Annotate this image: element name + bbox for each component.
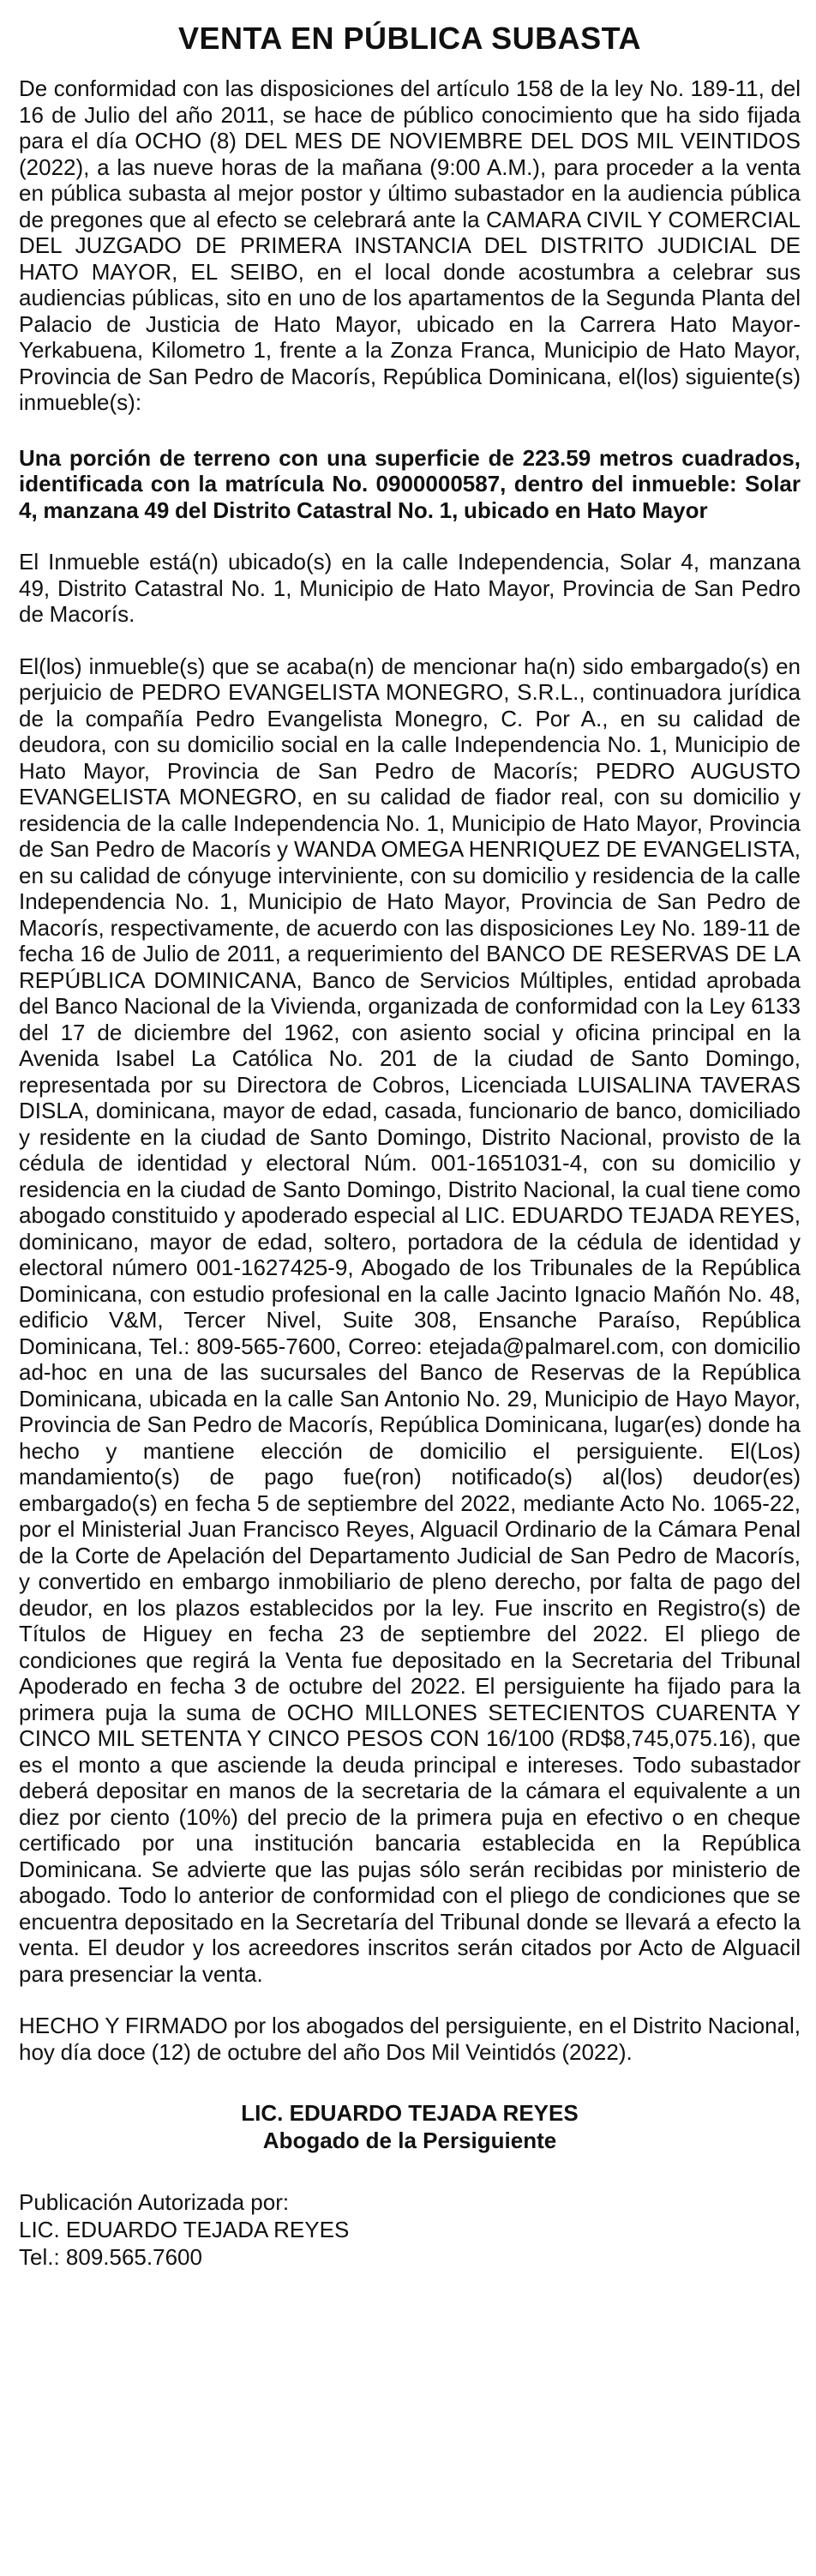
publication-footer [19, 2188, 801, 2271]
signature-block [19, 2099, 801, 2154]
intro-paragraph: De conformidad con las disposiciones del artículo 158 de la ley No. 189-11, del 16 de Julio del año 2011, se hace de público conocimiento que ha sido fijada para el día OCHO (8) DEL MES DE NOVIEMBRE DEL DOS MIL VEINTIDOS (2022), a las nueve horas de la mañana (9:00 A.M.), para proceder a la venta en pública subasta al mejor postor y último subastador en la audiencia pública de pregones que al efecto se celebrará ante la CAMARA CIVIL Y COMERCIAL DEL JUZGADO DE PRIMERA INSTANCIA DEL DISTRITO JUDICIAL DE HATO MAYOR, EL SEIBO, en el local donde acostumbra a celebrar sus audiencias públicas, sito en uno de los apartamentos de la Segunda Planta del Palacio de Justicia de Hato Mayor, ubicado en la Carrera Hato Mayor-Yerkabuena, Kilometro 1, frente a la Zonza Franca, Municipio de Hato Mayor, Provincia de San Pedro de Macorís, República Dominicana, el(los) siguiente(s) inmueble(s): [19, 75, 801, 415]
property-description-paragraph: Una porción de terreno con una superficie de 223.59 metros cuadrados, identificada con la matrícula No. 0900000587, dentro del inmueble: Solar 4, manzana 49 del Distrito Catastral No. 1, ubicado en Hato Mayor [19, 444, 801, 523]
footer-authorized-by: Publicación Autorizada por: [19, 2189, 290, 2215]
footer-phone: Tel.: 809.565.7600 [19, 2244, 202, 2270]
footer-lawyer-name: LIC. EDUARDO TEJADA REYES [19, 2217, 350, 2242]
notice-title: VENTA EN PÚBLICA SUBASTA [177, 21, 641, 56]
closing-paragraph: HECHO Y FIRMADO por los abogados del persiguiente, en el Distrito Nacional, hoy día doce (12) de octubre del año Dos Mil Veintidós (2022). [19, 2013, 801, 2065]
seizure-details-paragraph: El(los) inmueble(s) que se acaba(n) de mencionar ha(n) sido embargado(s) en perjuicio de PEDRO EVANGELISTA MONEGRO, S.R.L., continuadora jurídica de la compañía Pedro Evangelista Monegro, C. Por A., en su calidad de deudora, con su domicilio social en la calle Independencia No. 1, Municipio de Hato Mayor, Provincia de San Pedro de Macorís; PEDRO AUGUSTO EVANGELISTA MONEGRO, en su calidad de fiador real, con su domicilio y residencia de la calle Independencia No. 1, Municipio de Hato Mayor, Provincia de San Pedro de Macorís y WANDA OMEGA HENRIQUEZ DE EVANGELISTA, en su calidad de cónyuge interviniente, con su domicilio y residencia de la calle Independencia No. 1, Municipio de Hato Mayor, Provincia de San Pedro de Macorís, respectivamente, de acuerdo con las disposiciones Ley No. 189-11 de fecha 16 de Julio de 2011, a requerimiento del BANCO DE RESERVAS DE LA REPÚBLICA DOMINICANA, Banco de Servicios Múltiples, entidad aprobada del Banco Nacional de la Vivienda, organizada de conformidad con la Ley 6133 del 17 de diciembre del 1962, con asiento social y oficina principal en la Avenida Isabel La Católica No. 201 de la ciudad de Santo Domingo, representada por su Directora de Cobros, Licenciada LUISALINA TAVERAS DISLA, dominicana, mayor de edad, casada, funcionario de banco, domiciliado y residente en la ciudad de Santo Domingo, Distrito Nacional, provisto de la cédula de identidad y electoral Núm. 001-1651031-4, con su domicilio y residencia en la ciudad de Santo Domingo, Distrito Nacional, la cual tiene como abogado constituido y apoderado especial al LIC. EDUARDO TEJADA REYES, dominicano, mayor de edad, soltero, portadora de la cédula de identidad y electoral número 001-1627425-9, Abogado de los Tribunales de la República Dominicana, con estudio profesional en la calle Jacinto Ignacio Mañón No. 48, edificio V&M, Tercer Nivel, Suite 308, Ensanche Paraíso, República Dominicana, Tel.: 809-565-7600, Correo: etejada@palmarel.com, con domicilio ad-hoc en una de las sucursales del Banco de Reservas de la República Dominicana, ubicada en la calle San Antonio No. 29, Municipio de Hayo Mayor, Provincia de San Pedro de Macorís, República Dominicana, lugar(es) donde ha hecho y mantiene elección de domicilio el persiguiente. El(Los) mandamiento(s) de pago fue(ron) notificado(s) al(los) deudor(es) embargado(s) en fecha 5 de septiembre del 2022, mediante Acto No. 1065-22, por el Ministerial Juan Francisco Reyes, Alguacil Ordinario de la Cámara Penal de la Corte de Apelación del Departamento Judicial de San Pedro de Macorís, y convertido en embargo inmobiliario de pleno derecho, por falta de pago del deudor, en los plazos establecidos por la ley. Fue inscrito en Registro(s) de Títulos de Higuey en fecha 23 de septiembre del 2022. El pliego de condiciones que regirá la Venta fue depositado en la Secretaria del Tribunal Apoderado en fecha 3 de octubre del 2022. El persiguiente ha fijado para la primera puja la suma de OCHO MILLONES SETECIENTOS CUARENTA Y CINCO MIL SETENTA Y CINCO PESOS CON 16/100 (RD$8,745,075.16), que es el monto a que asciende la deuda principal e intereses. Todo subastador deberá depositar en manos de la secretaria de la cámara el equivalente a un diez por ciento (10%) del precio de la primera puja en efectivo o en cheque certificado por una institución bancaria establecida en la República Dominicana. Se advierte que las pujas sólo serán recibidas por ministerio de abogado. Todo lo anterior de conformidad con el pliego de condiciones que se encuentra depositado en la Secretaría del Tribunal donde se llevará a efecto la venta. El deudor y los acreedores inscritos serán citados por Acto de Alguacil para presenciar la venta. [19, 653, 801, 1987]
property-location-paragraph: El Inmueble está(n) ubicado(s) en la calle Independencia, Solar 4, manzana 49, Distrito Catastral No. 1, Municipio de Hato Mayor, Provincia de San Pedro de Macorís. [19, 549, 801, 627]
signature-role: Abogado de la Persiguiente [262, 2128, 557, 2153]
signature-name: LIC. EDUARDO TEJADA REYES [241, 2100, 579, 2126]
